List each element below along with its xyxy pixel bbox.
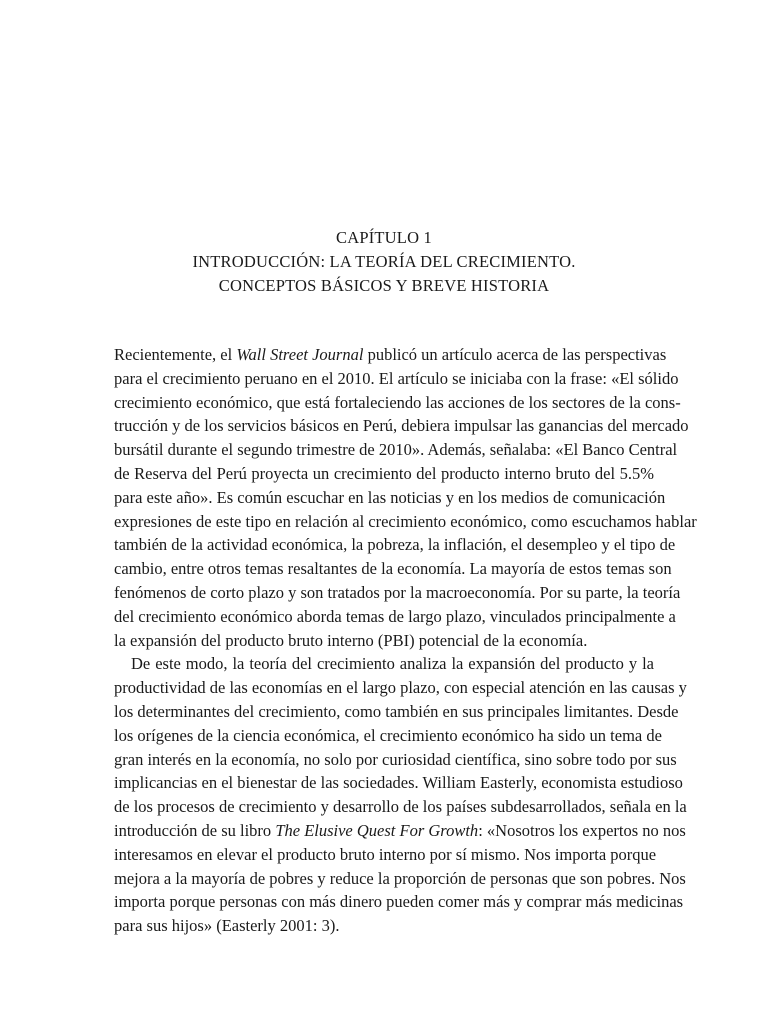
text-segment: fenómenos de corto plazo y son tratados por la macroeconomía. Por su parte, la teoría bbox=[114, 582, 681, 602]
text-line bbox=[114, 771, 683, 795]
text-segment: trucción y de los servicios básicos en Perú, debiera impulsar las ganancias del mercado bbox=[114, 416, 689, 436]
text-line bbox=[114, 629, 654, 653]
text-segment: de los procesos de crecimiento y desarrollo de los países subdesarrollados, señala en la bbox=[114, 797, 687, 817]
paragraph bbox=[114, 343, 697, 652]
text-segment: introducción de su libro bbox=[114, 820, 276, 840]
text-segment: los orígenes de la ciencia económica, el crecimiento económico ha sido un tema de bbox=[114, 725, 662, 745]
text-segment: los determinantes del crecimiento, como también en sus principales limitantes. Desde bbox=[114, 701, 679, 721]
text-line bbox=[114, 795, 687, 819]
text-line bbox=[114, 676, 687, 700]
text-line bbox=[114, 605, 676, 629]
text-segment: para este año». Es común escuchar en las noticias y en los medios de comunicación bbox=[114, 487, 666, 507]
text-line bbox=[114, 652, 654, 676]
text-line bbox=[114, 343, 667, 367]
text-line bbox=[114, 819, 686, 843]
text-segment: de Reserva del Perú proyecta un crecimiento del producto interno bruto del 5.5% bbox=[114, 463, 654, 483]
italic-title: The Elusive Quest For Growth bbox=[275, 820, 479, 840]
text-line bbox=[114, 581, 681, 605]
text-segment: para el crecimiento peruano en el 2010. El artículo se iniciaba con la frase: «El sólido bbox=[114, 368, 679, 388]
text-line bbox=[114, 557, 672, 581]
text-segment: expresiones de este tipo en relación al crecimiento económico, como escuchamos hablar bbox=[114, 511, 697, 531]
chapter-title-line-1: INTRODUCCIÓN: LA TEORÍA DEL CRECIMIENTO. bbox=[192, 252, 576, 271]
italic-title: Wall Street Journal bbox=[236, 345, 364, 364]
text-line bbox=[114, 391, 681, 415]
text-line bbox=[114, 486, 666, 510]
text-segment: Recientemente, el bbox=[114, 345, 237, 364]
text-line bbox=[114, 462, 654, 486]
text-line bbox=[114, 367, 679, 391]
text-segment: publicó un artículo acerca de las perspectivas bbox=[363, 345, 667, 364]
text-line bbox=[114, 700, 679, 724]
text-segment: para sus hijos» (Easterly 2001: 3). bbox=[114, 916, 340, 936]
text-segment: importa porque personas con más dinero pueden comer más y comprar más medicinas bbox=[114, 892, 684, 912]
paragraph bbox=[114, 652, 687, 938]
text-line bbox=[114, 890, 684, 914]
chapter-title-line-2: CONCEPTOS BÁSICOS Y BREVE HISTORIA bbox=[218, 276, 550, 295]
text-line bbox=[114, 843, 657, 867]
text-segment: cambio, entre otros temas resaltantes de la economía. La mayoría de estos temas son bbox=[114, 559, 672, 579]
text-line bbox=[114, 867, 686, 891]
text-segment: implicancias en el bienestar de las sociedades. William Easterly, economista estudioso bbox=[114, 773, 683, 793]
chapter-heading bbox=[0, 226, 768, 298]
text-line bbox=[114, 510, 697, 534]
text-segment: crecimiento económico, que está fortaleciendo las acciones de los sectores de la cons- bbox=[114, 392, 681, 412]
text-line bbox=[114, 533, 676, 557]
text-line bbox=[114, 914, 654, 938]
text-segment: productividad de las economías en el largo plazo, con especial atención en las causas y bbox=[114, 678, 687, 698]
body-text bbox=[114, 343, 697, 938]
text-segment: mejora a la mayoría de pobres y reduce la proporción de personas que son pobres. Nos bbox=[114, 868, 686, 888]
text-line bbox=[114, 724, 662, 748]
text-segment: del crecimiento económico aborda temas de largo plazo, vinculados principalmente a bbox=[114, 606, 676, 626]
text-segment: bursátil durante el segundo trimestre de 2010». Además, señalaba: «El Banco Central bbox=[114, 440, 678, 460]
text-segment: gran interés en la economía, no solo por curiosidad científica, sino sobre todo por sus bbox=[114, 749, 677, 769]
text-segment: : «Nosotros los expertos no nos bbox=[478, 820, 686, 840]
text-segment: la expansión del producto bruto interno (PBI) potencial de la economía. bbox=[114, 630, 588, 650]
text-segment: De este modo, la teoría del crecimiento analiza la expansión del producto y la bbox=[131, 654, 654, 674]
chapter-number: CAPÍTULO 1 bbox=[336, 228, 432, 247]
text-segment: también de la actividad económica, la pobreza, la inflación, el desempleo y el tipo de bbox=[114, 535, 676, 555]
text-line bbox=[114, 438, 678, 462]
text-segment: interesamos en elevar el producto bruto interno por sí mismo. Nos importa porque bbox=[114, 844, 657, 864]
text-line bbox=[114, 748, 677, 772]
text-line bbox=[114, 414, 689, 438]
